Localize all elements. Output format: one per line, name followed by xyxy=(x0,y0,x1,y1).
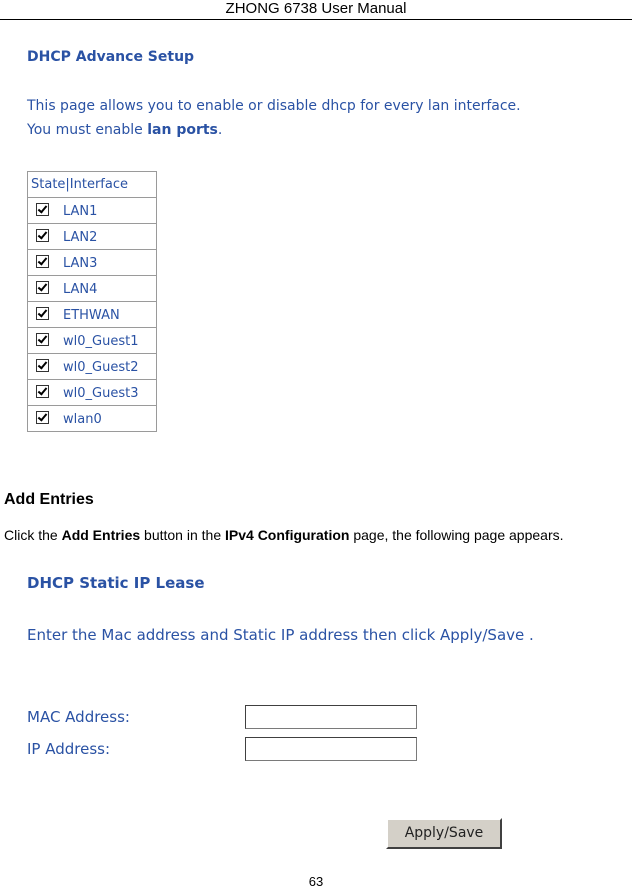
state-checkbox[interactable] xyxy=(36,255,49,268)
table-row xyxy=(28,224,157,250)
state-checkbox[interactable] xyxy=(36,281,49,294)
add-entries-paragraph xyxy=(4,523,628,547)
desc-line-2-suffix: . xyxy=(217,122,223,138)
interface-cell xyxy=(28,198,157,224)
desc-line-2 xyxy=(27,118,521,142)
state-checkbox[interactable] xyxy=(36,385,49,398)
interface-label: LAN1 xyxy=(63,203,98,219)
desc-line-2-prefix: You must enable xyxy=(27,122,148,138)
page-header xyxy=(0,0,632,20)
para-bold-ipv4-config: IPv4 Configuration xyxy=(225,527,350,543)
ip-address-input[interactable] xyxy=(245,737,417,761)
ip-address-label: IP Address: xyxy=(27,740,111,758)
state-checkbox[interactable] xyxy=(36,307,49,320)
interface-list xyxy=(28,198,157,432)
interface-cell xyxy=(28,406,157,432)
interface-cell xyxy=(28,224,157,250)
table-row xyxy=(28,198,157,224)
interface-cell xyxy=(28,250,157,276)
mac-address-label: MAC Address: xyxy=(27,708,130,726)
static-lease-description: Enter the Mac address and Static IP address then click Apply/Save . xyxy=(27,626,534,644)
interface-label: LAN2 xyxy=(63,229,98,245)
mac-address-input[interactable] xyxy=(245,705,417,729)
interface-cell xyxy=(28,380,157,406)
table-row xyxy=(28,250,157,276)
interface-cell xyxy=(28,328,157,354)
desc-line-1: This page allows you to enable or disable dhcp for every lan interface. xyxy=(27,98,521,114)
table-row xyxy=(28,354,157,380)
interface-label: wlan0 xyxy=(63,411,102,427)
interface-label: LAN4 xyxy=(63,281,98,297)
interface-label: wl0_Guest1 xyxy=(63,333,139,349)
table-header: State|Interface xyxy=(28,172,157,198)
table-row xyxy=(28,380,157,406)
state-checkbox[interactable] xyxy=(36,359,49,372)
para-text-1: Click the xyxy=(4,527,62,543)
interface-cell xyxy=(28,354,157,380)
interface-cell xyxy=(28,276,157,302)
add-entries-heading: Add Entries xyxy=(4,491,94,508)
interface-label: LAN3 xyxy=(63,255,98,271)
interface-cell xyxy=(28,302,157,328)
table-row xyxy=(28,328,157,354)
interface-label: ETHWAN xyxy=(63,307,120,323)
table-row xyxy=(28,276,157,302)
table-row xyxy=(28,406,157,432)
apply-save-button[interactable]: Apply/Save xyxy=(386,818,502,849)
para-text-3: page, the following page appears. xyxy=(349,527,564,543)
para-text-2: button in the xyxy=(140,527,225,543)
interface-label: wl0_Guest3 xyxy=(63,385,139,401)
lan-ports-text: lan ports xyxy=(147,122,218,138)
dhcp-advance-description xyxy=(27,94,521,142)
interface-label: wl0_Guest2 xyxy=(63,359,139,375)
interface-table xyxy=(27,171,157,432)
page-number: 63 xyxy=(308,874,324,889)
para-bold-add-entries: Add Entries xyxy=(61,527,141,543)
state-checkbox[interactable] xyxy=(36,229,49,242)
manual-title: ZHONG 6738 User Manual xyxy=(225,0,407,17)
state-checkbox[interactable] xyxy=(36,411,49,424)
table-row xyxy=(28,302,157,328)
state-checkbox[interactable] xyxy=(36,203,49,216)
dhcp-advance-title: DHCP Advance Setup xyxy=(27,49,195,65)
static-lease-title: DHCP Static IP Lease xyxy=(27,574,205,592)
state-checkbox[interactable] xyxy=(36,333,49,346)
